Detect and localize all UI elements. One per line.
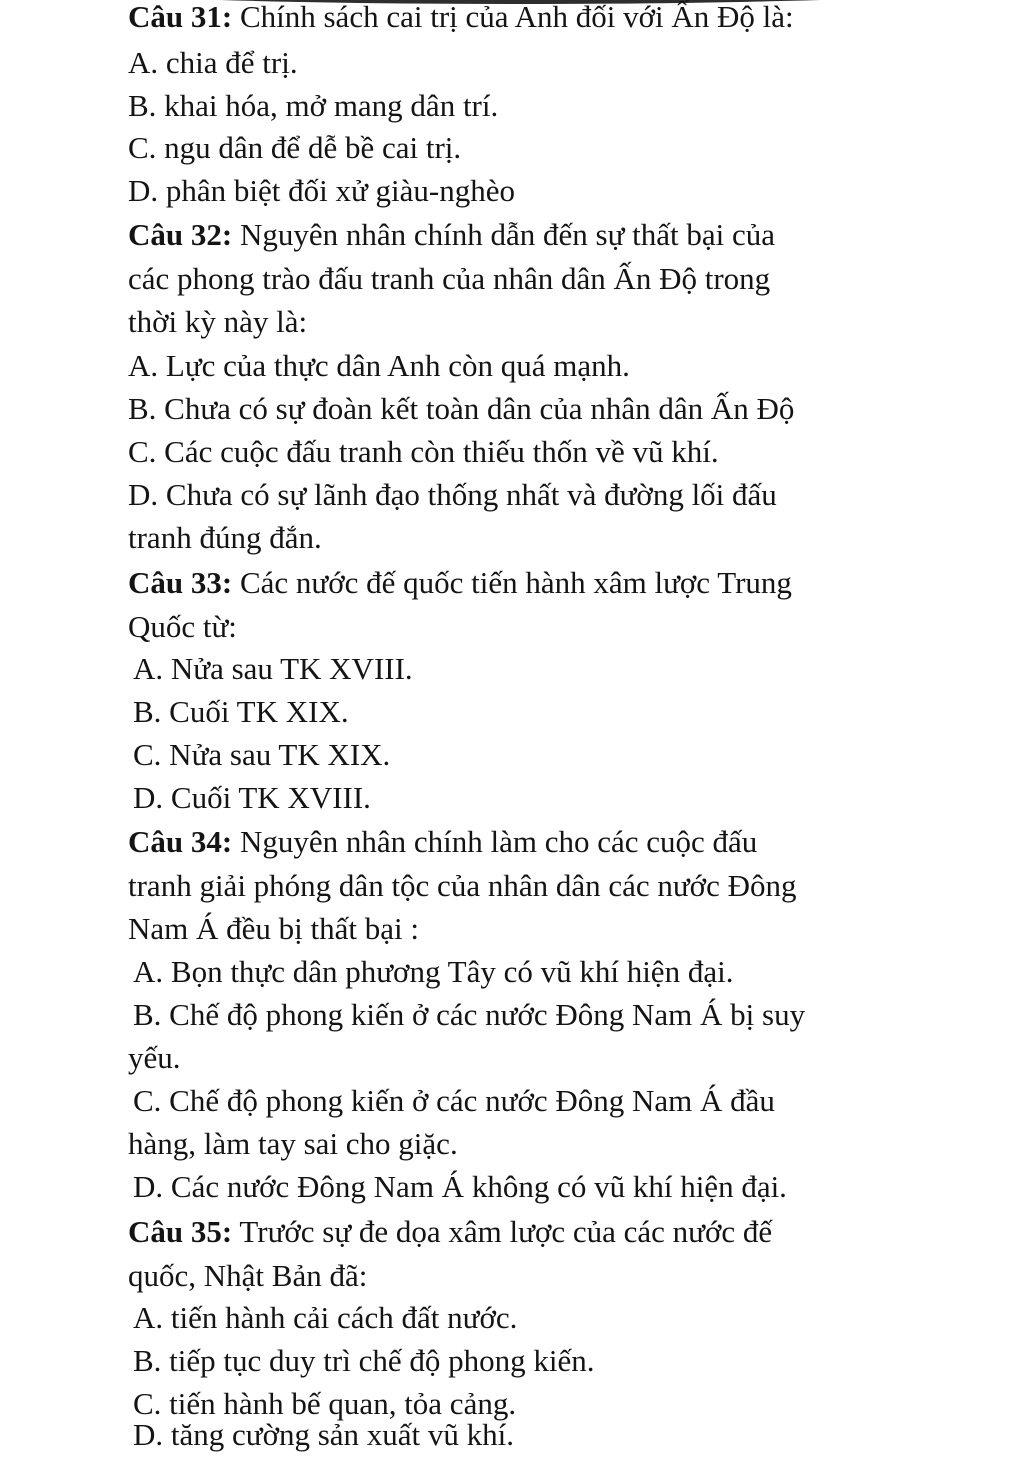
q32-option-b: B. Chưa có sự đoàn kết toàn dân của nhân dân Ấn Độ xyxy=(128,391,795,426)
q32-prompt-line: Câu 32: Nguyên nhân chính dẫn đến sự thất bại của xyxy=(128,217,775,252)
q35-option-d: D. tăng cường sản xuất vũ khí. xyxy=(133,1417,515,1452)
q34-option-b: B. Chế độ phong kiến ở các nước Đông Nam Á bị suy xyxy=(133,997,806,1032)
q32-prompt-line: thời kỳ này là: xyxy=(128,304,308,339)
q31-prompt-line: Câu 31: Chính sách cai trị của Anh đối với Ấn Độ là: xyxy=(128,0,794,34)
q32-option-d-continued: tranh đúng đắn. xyxy=(128,520,322,555)
q33-option-b: B. Cuối TK XIX. xyxy=(133,694,349,729)
q34-option-b-continued: yếu. xyxy=(128,1040,181,1075)
q34-prompt-line: Câu 34: Nguyên nhân chính làm cho các cuộc đấu xyxy=(128,824,758,859)
q33-prompt-line: Câu 33: Các nước đế quốc tiến hành xâm lược Trung xyxy=(128,565,792,600)
q31-option-c: C. ngu dân để dễ bề cai trị. xyxy=(128,130,462,165)
q32-option-c: C. Các cuộc đấu tranh còn thiếu thốn về vũ khí. xyxy=(128,434,719,469)
q33-label: Câu 33: xyxy=(128,565,233,600)
q33-prompt-line: Quốc từ: xyxy=(128,609,237,644)
q34-option-c: C. Chế độ phong kiến ở các nước Đông Nam Á đầu xyxy=(133,1083,775,1118)
q31-option-d: D. phân biệt đối xử giàu-nghèo xyxy=(128,173,516,208)
q31-label: Câu 31: xyxy=(128,0,233,34)
q35-label: Câu 35: xyxy=(128,1214,233,1249)
q33-option-c: C. Nửa sau TK XIX. xyxy=(133,737,391,772)
q31-option-a: A. chia để trị. xyxy=(128,45,298,80)
q33-option-d: D. Cuối TK XVIII. xyxy=(133,780,371,815)
q34-option-a: A. Bọn thực dân phương Tây có vũ khí hiện đại. xyxy=(133,954,734,989)
q35-option-b: B. tiếp tục duy trì chế độ phong kiến. xyxy=(133,1343,595,1378)
q32-option-a: A. Lực của thực dân Anh còn quá mạnh. xyxy=(128,348,630,383)
q33-option-a: A. Nửa sau TK XVIII. xyxy=(133,651,413,686)
q32-option-d: D. Chưa có sự lãnh đạo thống nhất và đường lối đấu xyxy=(128,477,777,512)
q34-option-d: D. Các nước Đông Nam Á không có vũ khí hiện đại. xyxy=(133,1169,787,1204)
q34-prompt-line: tranh giải phóng dân tộc của nhân dân các nước Đông xyxy=(128,868,797,903)
q32-prompt-line: các phong trào đấu tranh của nhân dân Ấn Độ trong xyxy=(128,261,771,296)
q32-label: Câu 32: xyxy=(128,217,233,252)
q35-prompt-line: quốc, Nhật Bản đã: xyxy=(128,1258,368,1293)
q31-option-b: B. khai hóa, mở mang dân trí. xyxy=(128,88,499,123)
q34-option-c-continued: hàng, làm tay sai cho giặc. xyxy=(128,1126,458,1161)
q34-prompt-line: Nam Á đều bị thất bại : xyxy=(128,911,419,946)
q34-label: Câu 34: xyxy=(128,824,233,859)
q35-option-a: A. tiến hành cải cách đất nước. xyxy=(133,1300,518,1335)
q35-option-c: C. tiến hành bế quan, tỏa cảng. xyxy=(133,1386,517,1421)
q35-prompt-line: Câu 35: Trước sự đe dọa xâm lược của các nước đế xyxy=(128,1214,773,1249)
